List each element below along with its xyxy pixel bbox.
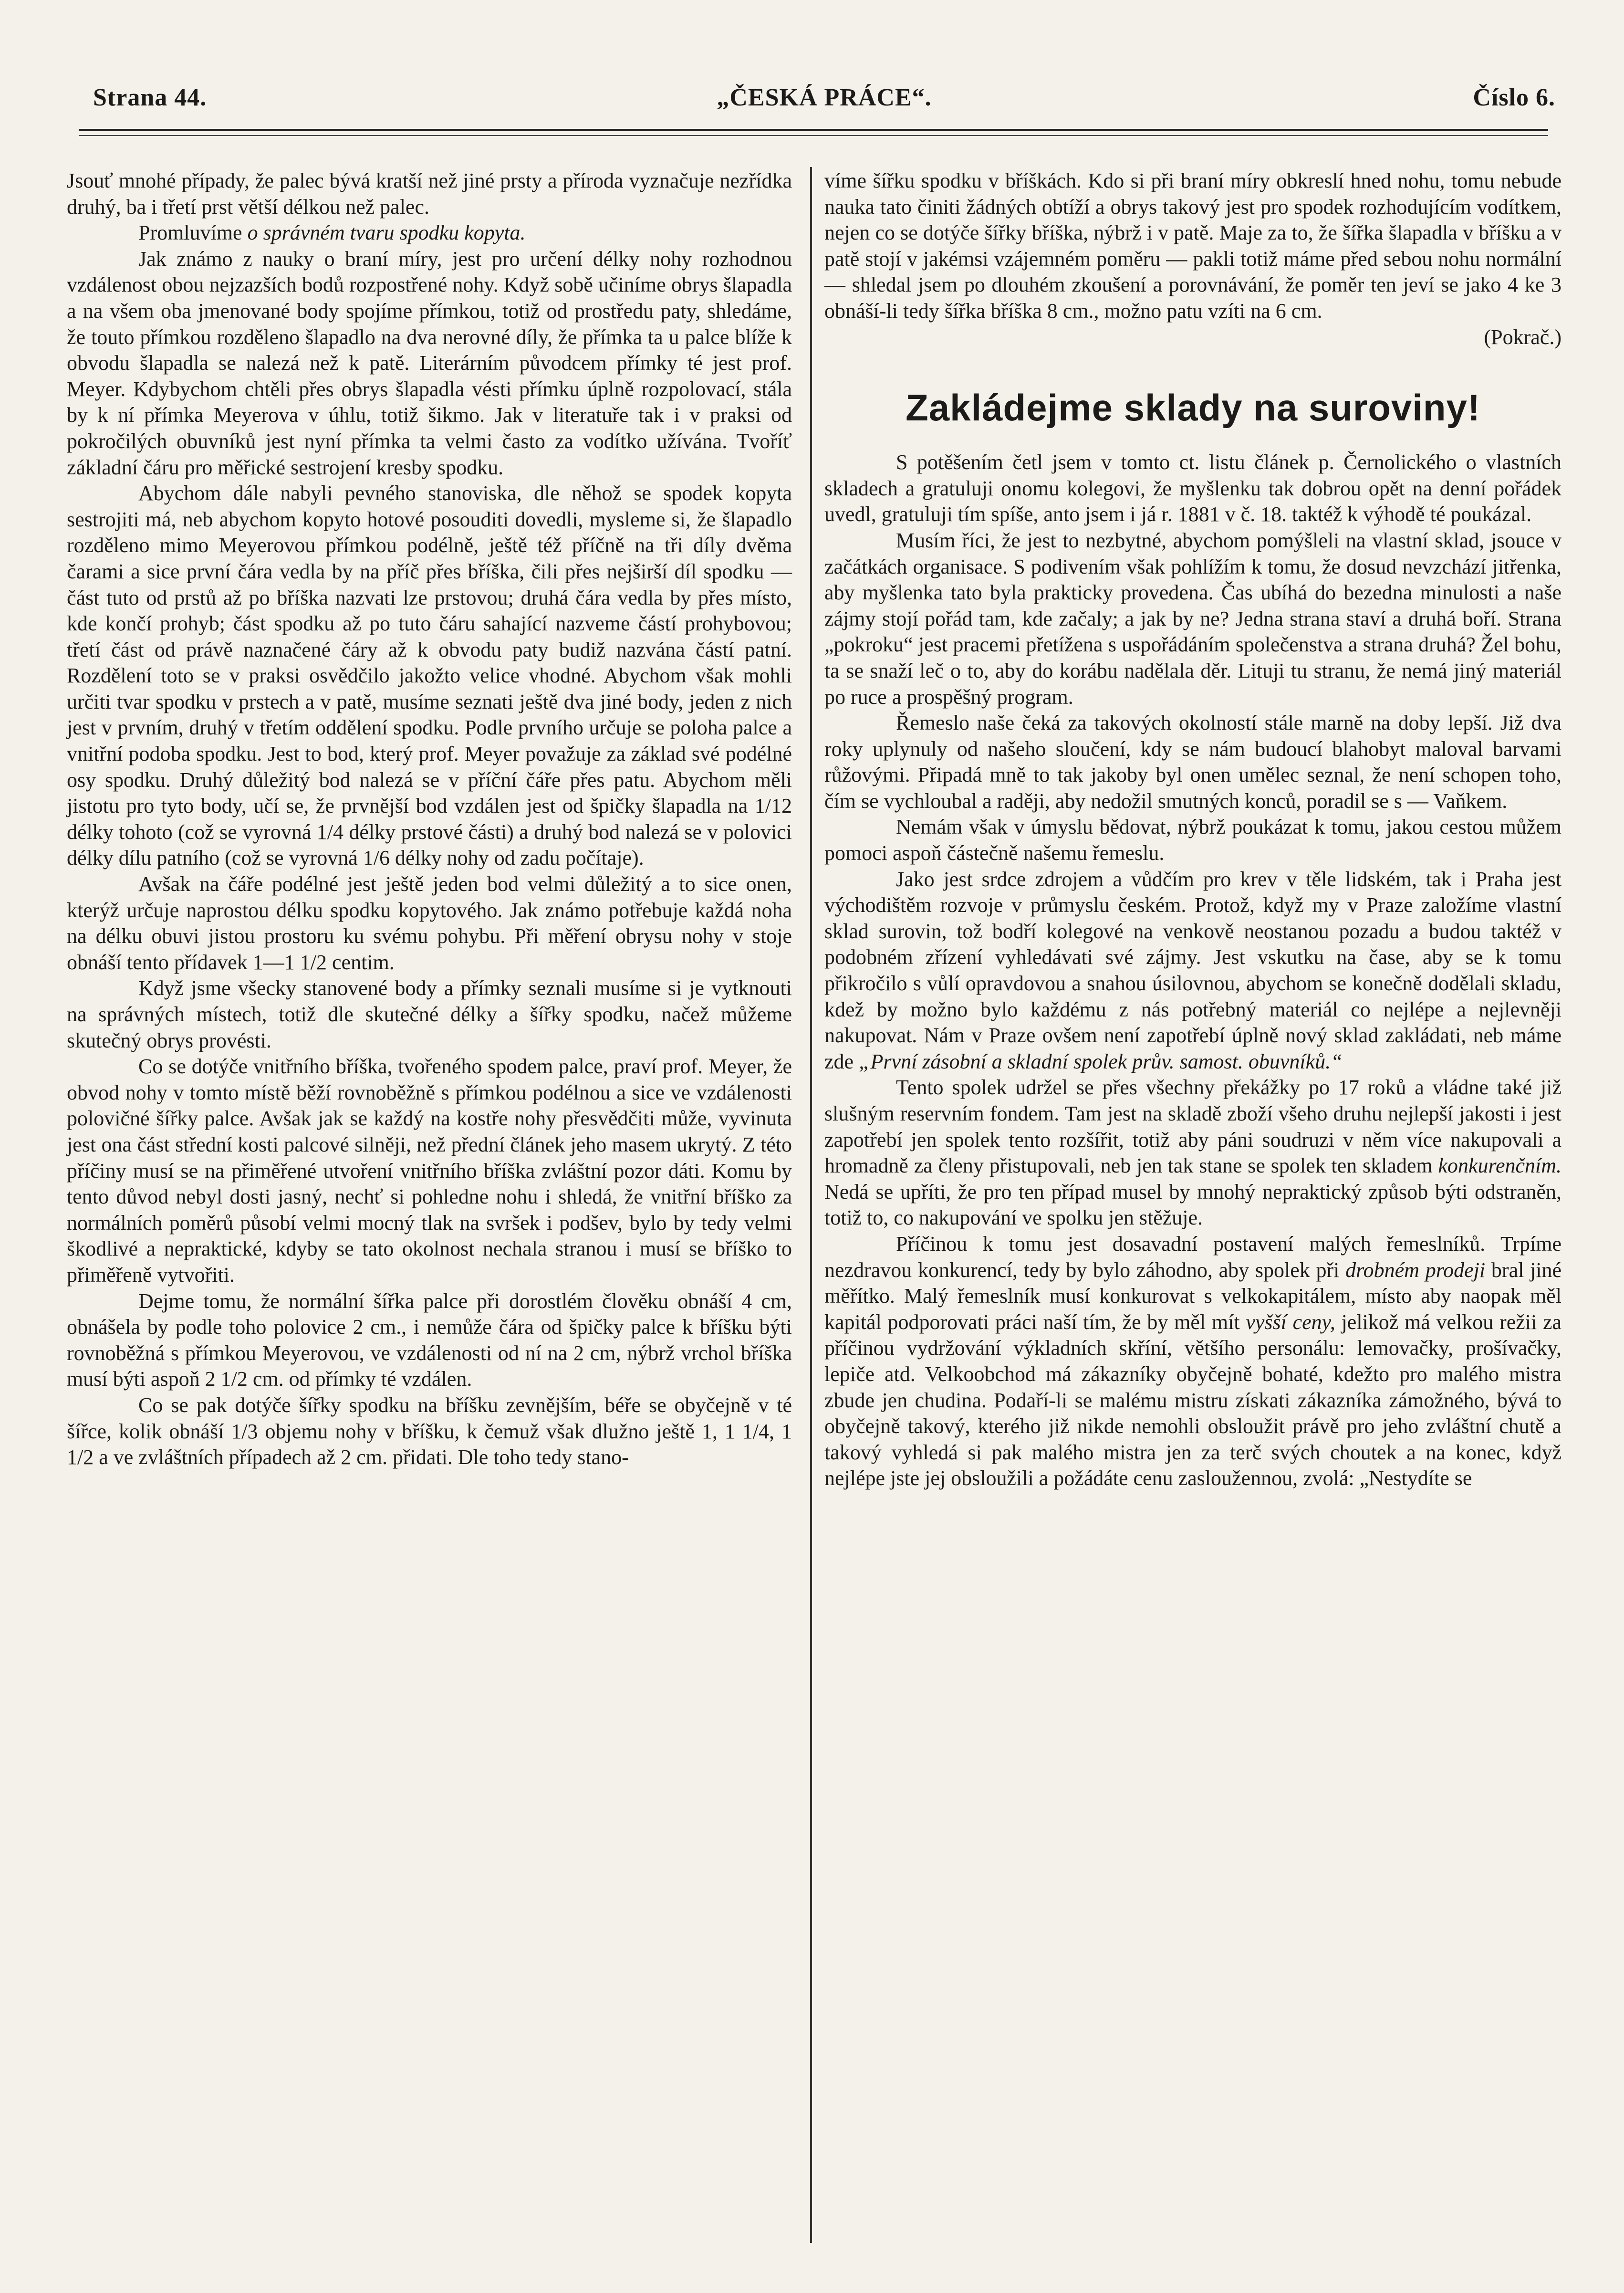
italic-phrase: drobném prodeji [1345,1258,1486,1282]
paragraph-text: Nedá se upříti, že pro ten případ musel by mnohý nepraktický způsob býti odstraněn, totiž to, co nakupování ve spolku jen stěžuje. [824,1180,1562,1230]
paragraph-text: Příčinou k tomu jest dosavadní postavení malých řemeslníků. Trpíme nezdravou konkurencí, tedy by bylo záhodno, aby spolek při [824,1232,1562,1282]
paragraph [824,867,1562,1075]
paragraph [824,1075,1562,1231]
masthead-title: „ČESKÁ PRÁCE“. [717,84,932,111]
paragraph: Abychom dále nabyli pevného stanoviska, dle něhož se spodek kopyta sestrojiti má, neb abychom kopyto hotové posouditi dovedli, mysleme si, že šlapadlo rozděleno mimo Meyerovou přímkou podélně, ještě též příčně na tři díly dvěma čarami a sice první čára vedla by na příč přes bříška, čili přes nejširší díl spodku — část tuto od prstů až po bříška nazvati lze prstovou; druhá čára vedla by přes místo, kde končí prohyb; část spodku až po tuto čáru sahající nazveme částí prohybovou; třetí část od právě naznačené čáry až k obvodu paty budiž nazvána částí patní. Rozdělení toto se v praksi osvědčilo jakožto velice vhodné. Abychom však mohli určiti tvar spodku v prstech a v patě, musíme seznati ještě dva jiné body, jeden z nich jest v prvním, druhý v třetím oddělení spodku. Podle prvního určuje se poloha palce a vnitřní podoba spodku. Jest to bod, který prof. Meyer považuje za základ své podélné osy spodku. Druhý důležitý bod nalezá se v příční čáře přes patu. Abychom měli jistotu pro tyto body, učí se, že prvnější bod vzdálen jest od špičky šlapadla na 1/12 délky tohoto (což se vyrovná 1/4 délky prstové části) a druhý bod nalezá se v polovici délky dílu patního (což se vyrovná 1/6 délky nohy od zadu počítaje). [67,482,792,870]
italic-phrase: vyšší ceny, [1246,1310,1335,1334]
header-rule-thin [79,135,1548,136]
paragraph: Jsouť mnohé případy, že palec bývá kratší než jiné prsty a příroda vyznačuje nezřídka druhý, ba i třetí prst větší délkou než palec. [67,169,792,219]
paragraph [67,220,792,246]
column-divider [810,167,812,2243]
article-headline: Zakládejme sklady na suroviny! [906,387,1480,429]
continuation-note: (Pokrač.) [1484,325,1562,349]
paragraph: Co se pak dotýče šířky spodku na bříšku zevnějším, béře se obyčejně v té šířce, kolik obnáší 1/3 objemu nohy v bříšku, k čemuž však dlužno ještě 1, 1 1/4, 1 1/2 a ve zvláštních případech až 2 cm. přidati. Dle toho tedy stano- [67,1393,792,1469]
paragraph-text: Tento spolek udržel se přes všechny překážky po 17 roků a vládne také již slušným reservním fondem. Tam jest na skladě zboží všeho druhu nejlepší jakosti i jest zapotřebí jen spolek tento rozšířit, totiž aby páni soudruzi v něm více nakupovali a hromadně za členy přistupovali, neb jen tak stane se spolek ten skladem [824,1076,1562,1178]
paragraph: Řemeslo naše čeká za takových okolností stále marně na doby lepší. Již dva roky uplynuly od našeho sloučení, kdy se nám budoucí blahobyt maloval barvami růžovými. Připadá mně to tak jakoby byl onen umělec seznal, že není schopen toho, čím se vychloubal a raději, aby nedožil smutných konců, poradil se s — Vaňkem. [824,711,1562,813]
header-rule [79,129,1548,131]
paragraph: víme šířku spodku v bříškách. Kdo si při braní míry obkreslí hned nohu, tomu nebude nauka tato činiti žádných obtíží a obrys takový jest pro spodek rozhodujícím vodítkem, nejen co se dotýče šířky bříška, nýbrž i v patě. Maje za to, že šířka šlapadla v bříšku a v patě stojí v jakémsi vzájemném poměru — pakli totiž máme před sebou nohu normální — shledal jsem po dlouhém zkoušení a porovnávání, že poměr ten jeví se jako 4 ke 3 obnáší-li tedy šířka bříška 8 cm., možno patu vzíti na 6 cm. [824,169,1562,323]
paragraph: Co se dotýče vnitřního bříška, tvořeného spodem palce, praví prof. Meyer, že obvod nohy v tomto místě běží rovnoběžně s přímkou podélnou a sice ve vzdálenosti polovičné šířky palce. Avšak jak se každý na kostře nohy přesvědčiti může, vyvinuta jest ona část střední kosti palcové silněji, než přední článek jeho masem ukrytý. Z této příčiny musí se na přiměřené utvoření vnitřního bříška zvláštní pozor dáti. Komu by tento důvod nebyl dosti jasný, nechť si pohledne nohu i shledá, že vnitřní bříško za normálních poměrů působí velmi mocný tlak na svršek i podšev, bylo by tedy velmi škodlivé a nepraktické, kdyby se tato okolnost nechala stranou i musí se bříško to přiměřeně vytvořiti. [67,1055,792,1287]
paragraph: Dejme tomu, že normální šířka palce při dorostlém člověku obnáší 4 cm, obnášela by podle toho polovice 2 cm., i nemůže čára od špičky palce k bříšku býti rovnoběžná s přímkou Meyerovou, ve vzdálenosti od ní na 2 cm, nýbrž vrchol bříška musí býti aspoň 2 1/2 cm. od přímky té vzdálen. [67,1289,792,1391]
paragraph: Nemám však v úmyslu bědovat, nýbrž poukázat k tomu, jakou cestou můžem pomoci aspoň částečně našemu řemeslu. [824,815,1562,865]
paragraph: Musím říci, že jest to nezbytné, abychom pomýšleli na vlastní sklad, jsouce v začátkách organisace. S podivením však pohlížím k tomu, že dosud nevzchází jitřenka, aby myšlenka tato byla prakticky provedena. Čas ubíhá do bezedna minulosti a naše zájmy stojí pořád tam, kde začaly; a jak by ne? Jedna strana staví a druhá boří. Strana „pokroku“ jest pracemi přetížena s uspořádáním společenstva a strana druhá? Žel bohu, ta se snaží leč o to, aby do korábu nadělala děr. Lituji tu stranu, že nemá jiný materiál po ruce a prospěšný program. [824,528,1562,709]
left-column [67,168,792,2268]
paragraph-text: bral jiné měřítko. Malý řemeslník musí konkurovat s velkokapitálem, místo aby naopak měl kapitál podporovati práci naší tím, že by měl mít [824,1258,1562,1334]
page-number: Strana 44. [93,84,207,111]
italic-phrase: konkurenčním. [1438,1154,1562,1178]
society-name: „První zásobní a skladní spolek prův. samost. obuvníků.“ [859,1049,1343,1073]
paragraph: S potěšením četl jsem v tomto ct. listu článek p. Černolického o vlastních skladech a gratuluji onomu kolegovi, že myšlenku tak dobrou opět na denní pořádek uvedl, gratuluji tím spíše, anto jsem i já r. 1881 v č. 18. taktéž k výhodě té poukázal. [824,450,1562,526]
paragraph: Avšak na čáře podélné jest ještě jeden bod velmi důležitý a to sice onen, kterýž určuje naprostou délku spodku kopytového. Jak známo potřebuje každá noha na délku obuvi jistou prostoru ku svému pohybu. Při měření obrysu nohy v stoje obnáší tento přídavek 1—1 1/2 centim. [67,872,792,974]
paragraph-text: Jako jest srdce zdrojem a vůdčím pro krev v těle lidském, tak i Praha jest východištěm rozvoje v průmyslu českém. Protož, když my v Praze založíme vlastní sklad surovin, tož bodří kolegové na venkově neostanou pozadu a budou taktéž v podobném zřízení vyhledávati své zájmy. Jest vskutku na čase, aby se k tomu přikročilo s vůlí opravdovou a snahou úsilovnou, abychom se konečně dodělali skladu, kdež by možno bylo každému z nás potřebný materiál co nejlépe a nejlevněji nakupovat. Nám v Praze ovšem není zapotřebí úplně nový sklad zakládati, neb máme zde [824,867,1562,1073]
paragraph: Když jsme všecky stanovené body a přímky seznali musíme si je vytknouti na správných místech, totiž dle skutečné délky a šířky spodku, načež můžeme skutečný obrys provésti. [67,976,792,1052]
right-column [824,168,1562,2268]
paragraph-text: jelikož má velkou režii za příčinou vydržování výkladních skříní, většího personálu: lemovačky, prošívačky, lepiče atd. Velkoobchod má zákazníky obyčejně bohaté, kdežto pro malého mistra zbude jen chudina. Podaří-li se malému mistru získati zákazníka zámožného, bývá to obyčejně takový, kterého již nikde nemohli obsloužit právě pro jeho zvláštní chutě a takový vyhledá si pak malého mistra jen za terč svých choutek a na konec, když nejlépe jste jej obsloužili a požádáte cenu zasloužennou, zvolá: „Nestydíte se [824,1310,1562,1490]
issue-number: Číslo 6. [1473,84,1555,111]
paragraph: Jak známo z nauky o braní míry, jest pro určení délky nohy rozhodnou vzdálenost obou nejzazších bodů rozpostřené nohy. Když sobě učiníme obrys šlapadla a na všem oba jmenované body spojíme přímkou, totiž od prostředu paty, shledáme, že touto přímkou rozděleno šlapadlo na dva nerovné díly, že přímka ta u palce blíže k obvodu šlapadla se nalezá než k patě. Literárním původcem přímky té jest prof. Meyer. Kdybychom chtěli přes obrys šlapadla vésti přímku úplně rozpolovací, stála by k ní přímka Meyerova v úhlu, totiž šikmo. Jak v literatuře tak i v praksi od pokročilých obuvníků jest nyní přímka ta velmi často za vodítko užívána. Tvoříť základní čáru pro měřické sestrojení kresby spodku. [67,247,792,479]
paragraph [824,1231,1562,1492]
italic-phrase: o správném tvaru spodku kopyta. [247,221,526,245]
paragraph-lead: Promluvíme [138,221,248,245]
page-header [93,84,1555,122]
